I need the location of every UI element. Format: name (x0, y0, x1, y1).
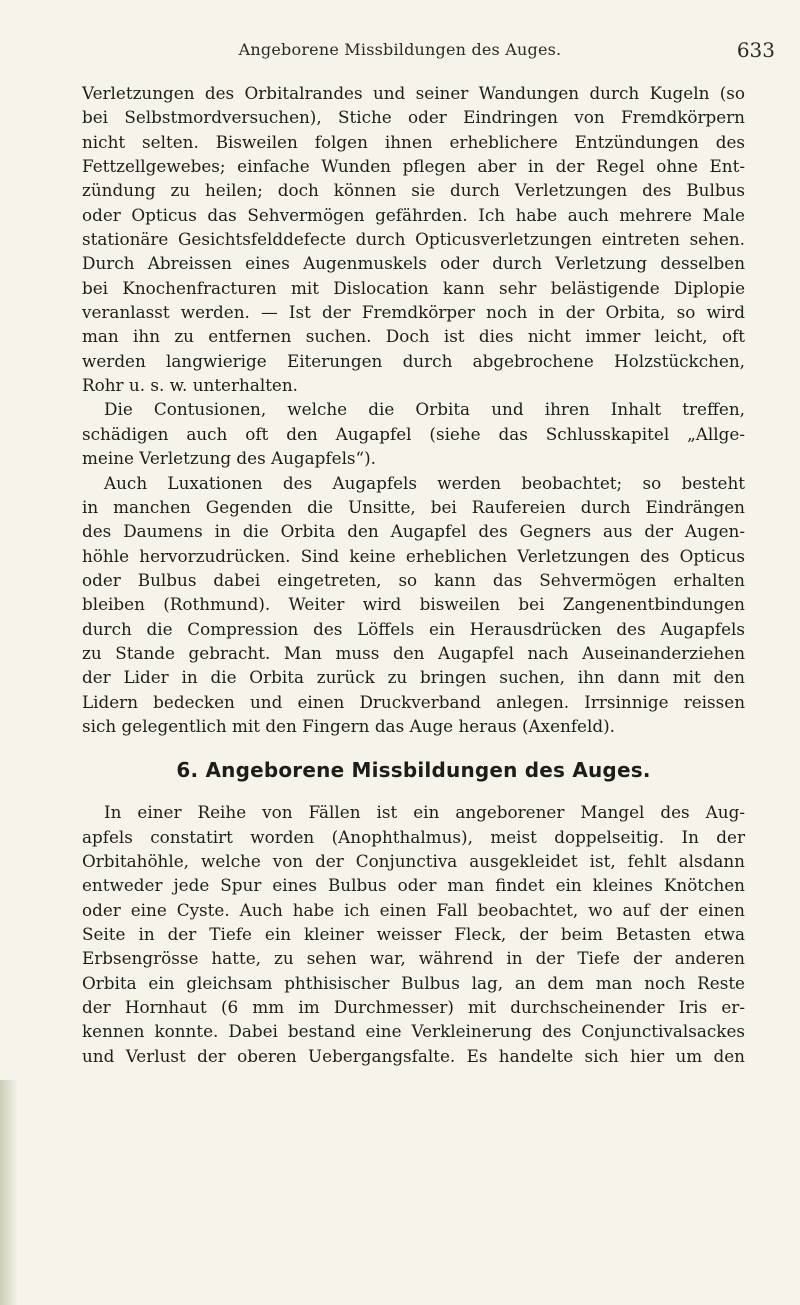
text-line: in manchen Gegenden die Unsitte, bei Raufereien durch Eindrängen (82, 496, 745, 517)
paragraph-anophthalmus (82, 800, 745, 1068)
text-line: schädigen auch oft den Augapfel (siehe das Schlusskapitel „Allge- (82, 423, 745, 444)
text-line: werden langwierige Eiterungen durch abgebrochene Holzstückchen, (82, 350, 745, 371)
text-line: nicht selten. Bisweilen folgen ihnen erheblichere Entzündungen des (82, 131, 745, 152)
text-line: der Lider in die Orbita zurück zu bringen suchen, ihn dann mit den (82, 667, 745, 688)
section-heading: 6. Angeborene Missbildungen des Auges. (176, 758, 651, 783)
text-line: oder eine Cyste. Auch habe ich einen Fall beobachtet, wo auf der einen (82, 899, 745, 920)
text-line: Rohr u. s. w. unterhalten. (82, 375, 299, 396)
page-edge-shadow (0, 1080, 18, 1305)
text-line: stationäre Gesichtsfelddefecte durch Opticusverletzungen eintreten sehen. (82, 229, 745, 250)
text-line: meine Verletzung des Augapfels“). (82, 448, 377, 469)
text-line: Die Contusionen, welche die Orbita und ihren Inhalt treffen, (104, 399, 745, 420)
page-number: 633 (736, 38, 775, 62)
text-line: bei Selbstmordversuchen), Stiche oder Eindringen von Fremdkörpern (82, 107, 745, 128)
text-line: oder Opticus das Sehvermögen gefährden. Ich habe auch mehrere Male (82, 204, 745, 225)
text-line: bleiben (Rothmund). Weiter wird bisweilen bei Zangenentbindungen (82, 594, 745, 615)
text-line: zündung zu heilen; doch können sie durch Verletzungen des Bulbus (82, 180, 745, 201)
paragraph-orbital-injuries (82, 81, 745, 397)
text-line: oder Bulbus dabei eingetreten, so kann das Sehvermögen erhalten (82, 569, 745, 590)
text-line: Orbitahöhle, welche von der Conjunctiva ausgekleidet ist, fehlt alsdann (82, 850, 745, 871)
text-line: veranlasst werden. — Ist der Fremdkörper noch in der Orbita, so wird (82, 302, 745, 323)
text-line: Erbsengrösse hatte, zu sehen war, während in der Tiefe der anderen (82, 948, 745, 969)
text-line: man ihn zu entfernen suchen. Doch ist dies nicht immer leicht, oft (82, 326, 745, 347)
text-line: kennen konnte. Dabei bestand eine Verkleinerung des Conjunctivalsackes (82, 1021, 745, 1042)
text-line: zu Stande gebracht. Man muss den Augapfel nach Auseinanderziehen (82, 642, 745, 663)
text-line: und Verlust der oberen Uebergangsfalte. Es handelte sich hier um den (82, 1045, 745, 1066)
text-line: Durch Abreissen eines Augenmuskels oder durch Verletzung desselben (82, 253, 745, 274)
text-line: Orbita ein gleichsam phthisischer Bulbus lag, an dem man noch Reste (82, 972, 745, 993)
text-line: sich gelegentlich mit den Fingern das Auge heraus (Axenfeld). (82, 715, 615, 736)
text-line: Fettzellgewebes; einfache Wunden pflegen aber in der Regel ohne Ent- (82, 156, 745, 177)
paragraph-luxations (82, 471, 745, 739)
text-line: der Hornhaut (6 mm im Durchmesser) mit durchscheinender Iris er- (82, 997, 745, 1018)
text-line: des Daumens in die Orbita den Augapfel des Gegners aus der Augen- (82, 521, 745, 542)
running-title: Angeborene Missbildungen des Auges. (238, 40, 562, 59)
paragraph-contusions (82, 397, 745, 470)
page-body (82, 81, 745, 1068)
text-line: Auch Luxationen des Augapfels werden beobachtet; so besteht (104, 472, 745, 493)
text-line: In einer Reihe von Fällen ist ein angeborener Mangel des Aug- (104, 802, 745, 823)
text-line: durch die Compression des Löffels ein Herausdrücken des Augapfels (82, 618, 745, 639)
text-line: bei Knochenfracturen mit Dislocation kann sehr belästigende Diplopie (82, 277, 745, 298)
running-head (0, 40, 800, 70)
text-line: höhle hervorzudrücken. Sind keine erheblichen Verletzungen des Opticus (82, 545, 745, 566)
text-line: Verletzungen des Orbitalrandes und seiner Wandungen durch Kugeln (so (82, 83, 745, 103)
text-line: entweder jede Spur eines Bulbus oder man findet ein kleines Knötchen (82, 875, 745, 896)
text-line: apfels constatirt worden (Anophthalmus), meist doppelseitig. In der (82, 826, 745, 847)
text-line: Lidern bedecken und einen Druckverband anlegen. Irrsinnige reissen (82, 691, 745, 712)
text-line: Seite in der Tiefe ein kleiner weisser Fleck, der beim Betasten etwa (82, 924, 745, 944)
